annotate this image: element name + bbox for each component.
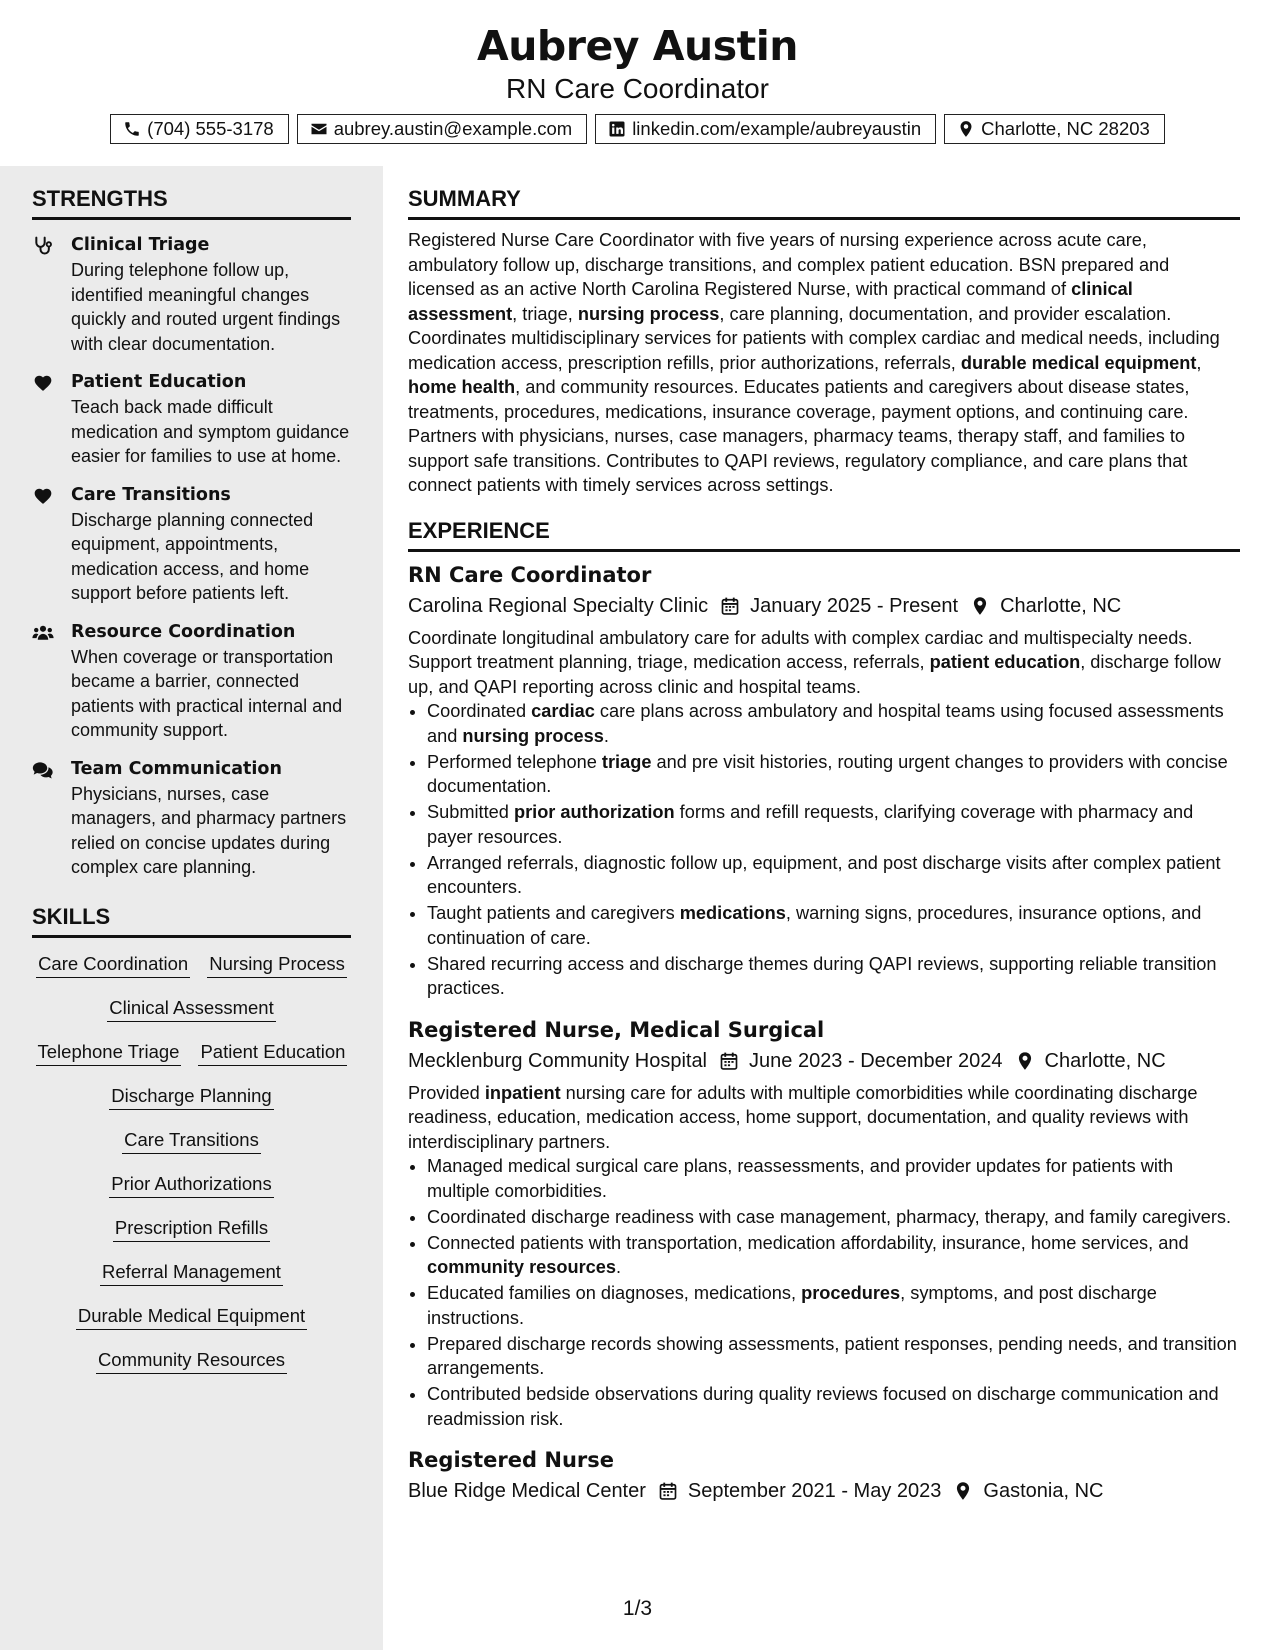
job-dates: June 2023 - December 2024 [749,1049,1003,1072]
map-pin-icon [970,596,990,616]
experience-heading: EXPERIENCE [408,516,1240,552]
map-pin-icon [1015,1051,1035,1071]
job-meta [408,1476,1240,1506]
map-pin-icon [957,120,975,138]
strength-item [32,482,351,606]
contact-bar [0,114,1275,144]
skill-tag: Nursing Process [207,952,347,978]
job-bullets [408,699,1240,1001]
strength-item [32,619,351,743]
main-content [408,184,1240,1506]
strength-title: Care Transitions [71,484,231,505]
job-bullet: • Contributed bedside observations during quality reviews focused on discharge communication and readmission risk. [427,1382,1240,1431]
skill-tag: Referral Management [100,1260,283,1286]
envelope-icon [310,120,328,138]
job-employer: Carolina Regional Specialty Clinic [408,594,709,617]
strength-desc: When coverage or transportation became a barrier, connected patients with practical internal and community support. [71,646,343,740]
linkedin-icon [608,120,626,138]
sidebar [0,166,383,1650]
skill-tag: Clinical Assessment [107,996,276,1022]
skill-tag: Prescription Refills [113,1216,270,1242]
skill-tag: Telephone Triage [36,1040,182,1066]
job-title: Registered Nurse [408,1448,614,1472]
job-meta [408,591,1240,621]
page-number: 1/3 [622,1597,653,1620]
strengths-heading: STRENGTHS [32,184,351,220]
job-dates: September 2021 - May 2023 [687,1480,942,1502]
job-bullet: • Submitted prior authorization forms and refill requests, clarifying coverage with pharmacy and payer resources. [427,800,1240,849]
job-bullet: • Coordinated discharge readiness with case management, pharmacy, therapy, and family caregivers. [427,1205,1240,1230]
skill-tag: Durable Medical Equipment [76,1304,307,1330]
contact-location [944,114,1165,144]
linkedin-text: linkedin.com/example/aubreyaustin [632,118,922,139]
strength-title: Patient Education [71,372,247,392]
contact-phone[interactable] [110,114,289,144]
job-entry [408,1015,1240,1432]
strength-item [32,232,351,356]
summary-heading: SUMMARY [408,184,1240,220]
job-bullet: • Shared recurring access and discharge themes during QAPI reviews, supporting reliable transition practices. [427,952,1240,1001]
strength-desc: During telephone follow up, identified meaningful changes quickly and routed urgent findings with clear documentation. [71,260,341,354]
calendar-icon [719,1051,739,1071]
job-title: RN Care Coordinator [408,562,652,587]
stethoscope-icon [32,236,54,256]
summary-text: Registered Nurse Care Coordinator with five years of nursing experience across acute care, ambulatory follow up, discharge transitions, and complex patient education. BSN prepared and licensed as an active North Carolina Registered Nurse, with practical command of clinical assessment, triage, nursing process, care planning, documentation, and provider escalation. Coordinates multidisciplinary services for patients with complex cardiac and medical needs, including medication access, prescription refills, prior authorizations, referrals, durable medical equipment, home health, and community resources. Educates patients and caregivers about disease states, treatments, procedures, medications, insurance coverage, payment options, and continuing care. Partners with physicians, nurses, case managers, pharmacy teams, therapy staff, and families to support safe transitions. Contributes to QAPI reviews, regulatory compliance, and care plans that connect patients with timely services across settings. [408,230,1220,495]
skill-tag: Community Resources [96,1348,287,1374]
job-employer: Blue Ridge Medical Center [408,1480,646,1502]
job-bullets [408,1154,1240,1431]
users-icon [32,623,54,643]
skill-tag: Care Transitions [122,1128,261,1154]
email-text: aubrey.austin@example.com [333,118,573,139]
phone-text: (704) 555-3178 [147,118,274,139]
heart-icon [32,373,54,393]
job-location: Gastonia, NC [983,1480,1104,1502]
job-description: Provided inpatient nursing care for adults with multiple comorbidities while coordinating discharge readiness, education, medication access, home support, documentation, and quality reviews with interdisciplinary partners. [408,1082,1198,1152]
heart-icon [32,486,54,506]
contact-email[interactable] [297,114,588,144]
job-bullet: • Connected patients with transportation, medication affordability, insurance, home services, and community resources. [427,1231,1240,1280]
contact-linkedin[interactable] [595,114,936,144]
phone-icon [123,120,141,138]
job-bullet: • Educated families on diagnoses, medications, procedures, symptoms, and post discharge instructions. [427,1281,1240,1330]
job-dates: January 2025 - Present [750,594,959,617]
strength-desc: Teach back made difficult medication and symptom guidance easier for families to use at home. [71,397,350,466]
strength-title: Resource Coordination [71,621,296,642]
job-employer: Mecklenburg Community Hospital [408,1049,708,1072]
skills-list [32,952,351,1374]
strengths-list [32,232,351,880]
job-bullet: • Arranged referrals, diagnostic follow up, equipment, and post discharge visits after complex patient encounters. [427,851,1240,900]
job-title: Registered Nurse, Medical Surgical [408,1017,825,1042]
job-description: Coordinate longitudinal ambulatory care for adults with complex cardiac and multispecialty needs. Support treatment planning, triage, medication access, referrals, patient education, discharge follow up, and QAPI reporting across clinic and hospital teams. [408,627,1221,697]
skill-tag: Prior Authorizations [109,1172,273,1198]
strength-desc: Physicians, nurses, case managers, and pharmacy partners relied on concise updates during complex care planning. [71,783,347,877]
skill-tag: Discharge Planning [109,1084,273,1110]
calendar-icon [658,1481,678,1501]
skills-heading: SKILLS [32,902,351,938]
job-bullet: • Coordinated cardiac care plans across ambulatory and hospital teams using focused assessments and nursing process. [427,699,1240,748]
job-bullet: • Taught patients and caregivers medications, warning signs, procedures, insurance options, and continuation of care. [427,901,1240,950]
location-text: Charlotte, NC 28203 [981,118,1150,139]
job-bullet: • Managed medical surgical care plans, reassessments, and provider updates for patients with multiple comorbidities. [427,1154,1240,1203]
map-pin-icon [953,1481,973,1501]
strength-title: Team Communication [71,758,282,779]
job-meta [408,1046,1240,1076]
job-location: Charlotte, NC [1044,1049,1166,1072]
strength-desc: Discharge planning connected equipment, appointments, medication access, and home support before patients left. [71,509,314,603]
candidate-name: Aubrey Austin [477,22,798,70]
job-entry [408,1445,1240,1506]
job-location: Charlotte, NC [1000,594,1122,617]
skill-tag: Patient Education [198,1040,347,1066]
strength-item [32,369,351,469]
strength-title: Clinical Triage [71,235,210,255]
calendar-icon [720,596,740,616]
candidate-headline: RN Care Coordinator [506,73,769,104]
job-entry [408,560,1240,1001]
comments-icon [32,760,54,780]
job-bullet: • Performed telephone triage and pre visit histories, routing urgent changes to providers with concise documentation. [427,750,1240,799]
job-bullet: • Prepared discharge records showing assessments, patient responses, pending needs, and transition arrangements. [427,1332,1240,1381]
resume-header [0,0,1275,166]
strength-item [32,756,351,880]
skill-tag: Care Coordination [36,952,190,978]
